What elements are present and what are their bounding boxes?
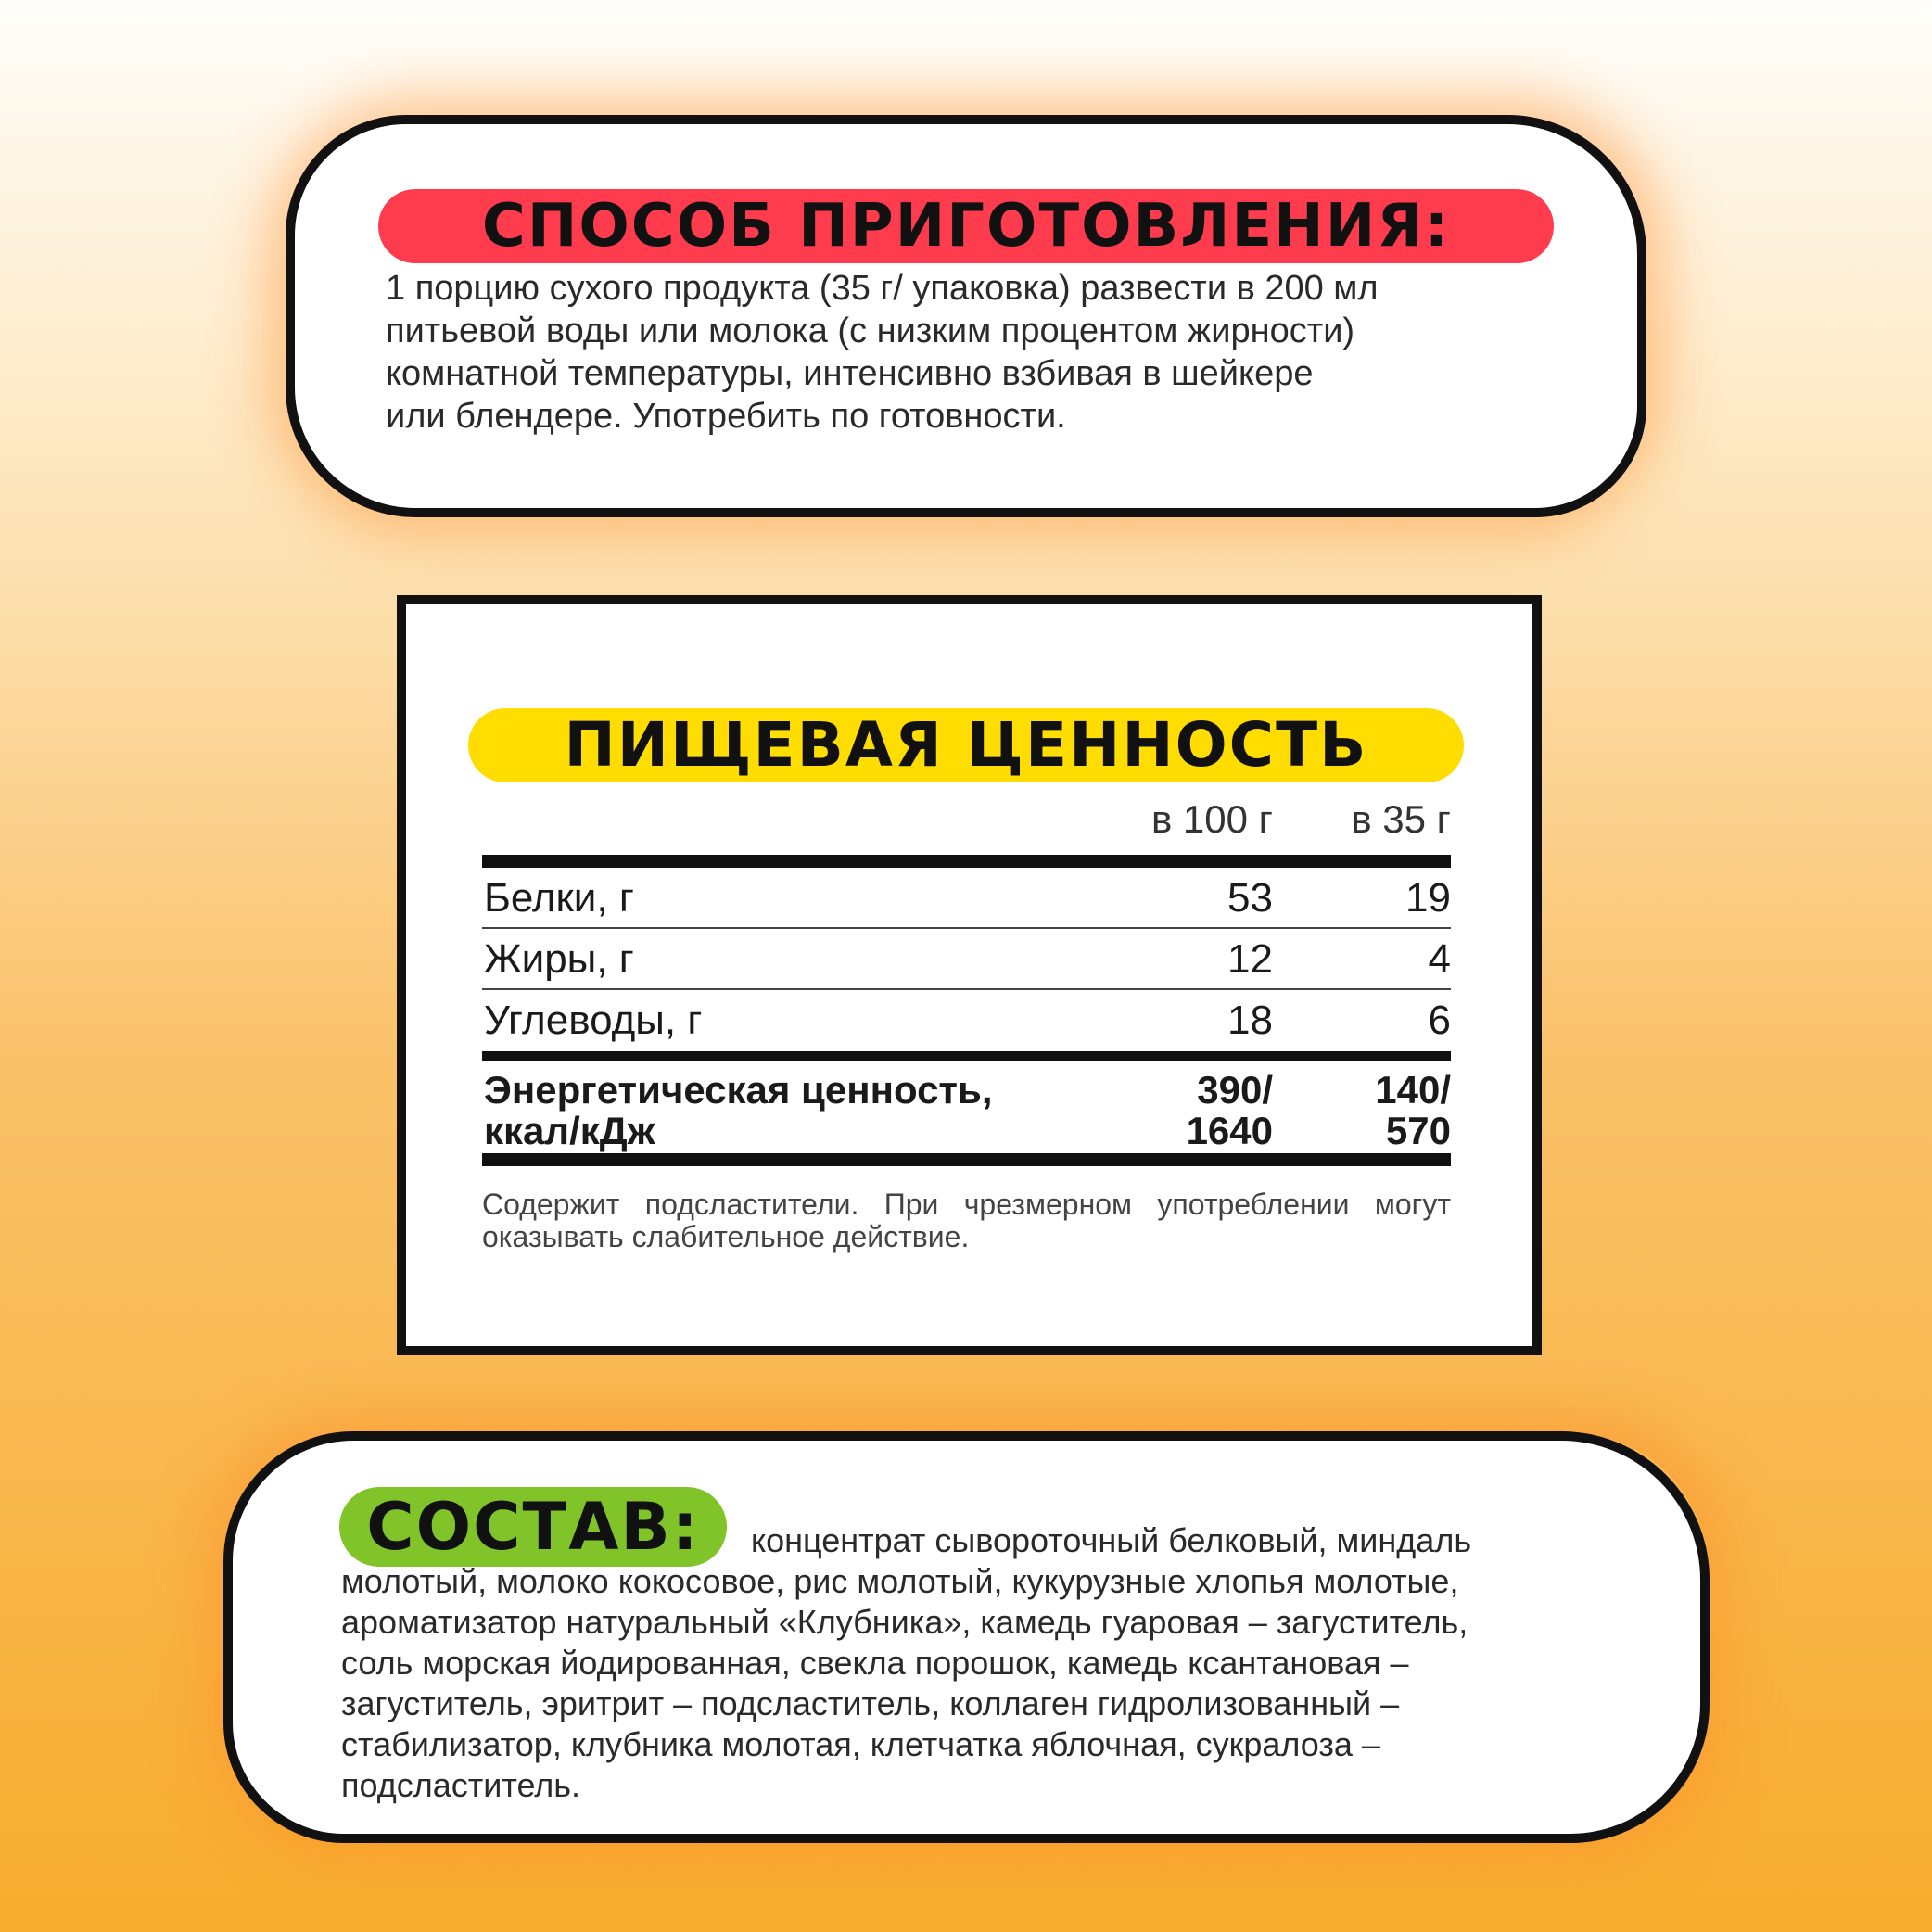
preparation-line: 1 порцию сухого продукта (35 г/ упаковка) развести в 200 мл xyxy=(386,269,1379,308)
nutrition-title: ПИЩЕВАЯ ЦЕННОСТЬ xyxy=(468,708,1464,782)
row-value-35g: 19 xyxy=(1405,875,1451,921)
row-value-100g: 18 xyxy=(1227,998,1273,1043)
table-rule-thick xyxy=(482,1153,1451,1166)
composition-line: молотый, молоко кокосовое, рис молотый, кукурузные хлопья молотые, xyxy=(341,1562,1459,1600)
row-name: Белки, г xyxy=(484,875,634,921)
nutrition-table-header xyxy=(482,797,1451,855)
preparation-title: СПОСОБ ПРИГОТОВЛЕНИЯ: xyxy=(378,189,1554,263)
composition-text xyxy=(341,1561,1468,1806)
row-value-35g: 4 xyxy=(1428,936,1451,982)
energy-value-line: 140/ xyxy=(1375,1068,1451,1112)
composition-line: ароматизатор натуральный «Клубника», камедь гуаровая – загуститель, xyxy=(341,1603,1468,1641)
preparation-line: питьевой воды или молока (с низким процентом жирности) xyxy=(386,311,1355,350)
energy-value-35g xyxy=(1375,1070,1451,1151)
energy-name xyxy=(484,1070,992,1151)
composition-title: СОСТАВ: xyxy=(339,1487,727,1567)
table-rule-thick xyxy=(482,855,1451,868)
sweetener-note: Содержит подсластители. При чрезмерном употреблении могут оказывать слабительное действие. xyxy=(482,1188,1451,1253)
column-header-35g: в 35 г xyxy=(1351,797,1451,841)
row-name: Жиры, г xyxy=(484,936,634,982)
composition-first-line: концентрат сывороточный белковый, миндаль xyxy=(751,1521,1472,1559)
nutrition-table xyxy=(482,797,1451,1166)
table-rule-thick xyxy=(482,1051,1451,1061)
preparation-text xyxy=(386,267,1379,438)
table-row xyxy=(482,868,1451,927)
energy-row xyxy=(482,1061,1451,1153)
table-row xyxy=(482,990,1451,1049)
energy-value-line: 390/ xyxy=(1197,1068,1273,1112)
row-value-100g: 53 xyxy=(1227,875,1273,921)
energy-name-line: ккал/кДж xyxy=(484,1109,655,1152)
preparation-line: или блендере. Употребить по готовности. xyxy=(386,397,1066,436)
preparation-line: комнатной температуры, интенсивно взбивая в шейкере xyxy=(386,354,1314,393)
energy-value-100g xyxy=(1187,1070,1273,1151)
composition-line: загуститель, эритрит – подсластитель, коллаген гидролизованный – xyxy=(341,1684,1400,1722)
composition-line: стабилизатор, клубника молотая, клетчатка яблочная, сукралоза – xyxy=(341,1725,1380,1763)
row-name: Углеводы, г xyxy=(484,998,703,1043)
table-row xyxy=(482,929,1451,988)
row-value-35g: 6 xyxy=(1428,998,1451,1043)
energy-value-line: 1640 xyxy=(1186,1109,1273,1152)
column-header-100g: в 100 г xyxy=(1150,797,1273,841)
row-value-100g: 12 xyxy=(1227,936,1273,982)
composition-line: соль морская йодированная, свекла порошок, камедь ксантановая – xyxy=(341,1644,1409,1682)
energy-name-line: Энергетическая ценность, xyxy=(484,1068,993,1112)
composition-line: подсластитель. xyxy=(341,1766,581,1804)
energy-value-line: 570 xyxy=(1385,1109,1451,1152)
